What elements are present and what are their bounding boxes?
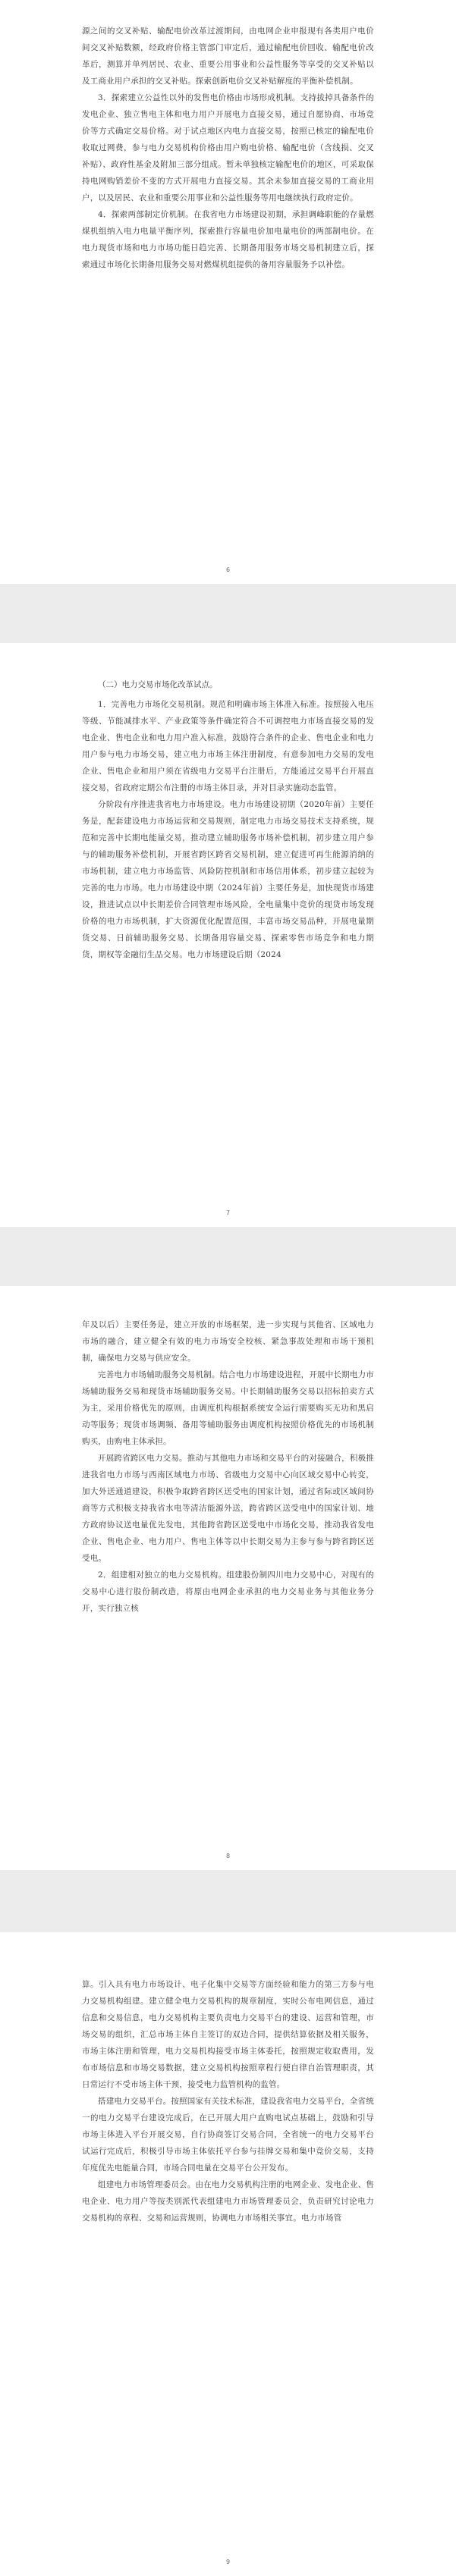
page-gap xyxy=(0,584,456,643)
page-number: 9 xyxy=(225,2559,231,2565)
paragraph: 开展跨省跨区电力交易。推动与其他电力市场和交易平台的对接融合，积极推进我省电力市场与西南区域电力市场、省级电力交易中心向区域交易中心转变，加大外送通道建设，积极争取跨省跨区送受电的国家计划，通过省际或区域间协商等方式积极支持我省水电等清洁能源外送，跨省跨区送受电中的国家计划、地方政府协议送电量优先发电，其他跨省跨区送受电中市场化交易，推动我省发电企业、售电企业、电力用户、售电主体等以中长期交易为主参与参与跨省跨区送受电。 xyxy=(82,1454,374,1563)
page-content xyxy=(82,643,374,963)
paragraph: 组建电力市场管理委员会。由在电力交易机构注册的电网企业、发电企业、售电企业、电力用户等按类别派代表组建电力市场管理委员会，负责研究讨论电力交易机构的章程、交易和运营规则，协调电力市场相关事宜。电力市场管 xyxy=(82,2180,374,2223)
page-number: 8 xyxy=(225,1853,231,1859)
paragraph: 1．完善电力市场化交易机制。规范和明确市场主体准入标准。按照接入电压等级、节能减排水平、产业政策等条件确定符合不可调控电力市场直接交易的发电企业、售电企业和电力用户准入标准，鼓励符合条件的企业、售电企业和电力用户参与电力市场交易，建立电力市场主体注册制度，有意参加电力交易的发电企业、售电企业和用户须在省级电力交易平台注册后，方能通过交易平台开展直接交易，省政府定期公布注册的市场主体目录，并对目录实施动态监管。 xyxy=(82,700,374,792)
document-page-4 xyxy=(0,1932,456,2576)
paragraph: 算。引入具有电力市场设计、电子化集中交易等方面经验和能力的第三方参与电力交易机构组建。建立健全电力交易机构的规章制度，实时公布电网信息，通过信息和交易信息，电力交易机构主要负责电力交易平台的建设、运营和管理，市场交易的组织，汇总市场主体自主签订的双边合同，提供结算依据及相关服务，市场主体注册和管理，电力交易机构接受市场主体委托，按照规定收取费用，发布市场信息和市场交易数据，建立交易机构按照章程行使自律自治管理职责，其日常运行不受市场主体干预，接受电力监管机构的监管。 xyxy=(82,1980,374,2089)
paragraph: 源之间的交叉补贴、输配电价改革过渡期间，由电网企业申报现有各类用户电价间交叉补贴数额，经政府价格主管部门审定后，通过输配电价回收、输配电价改革后，测算并单列居民、农业、重要公用事业和公益性服务等享受的交叉补贴以及工商业用户承担的交叉补贴。探索创新电价交叉补贴解度的平衡补偿机制。 xyxy=(82,27,374,86)
page-content xyxy=(82,1932,374,2226)
section-heading: （二）电力交易市场化改革试点。 xyxy=(98,680,218,689)
paragraph: 年及以后）主要任务是，建立开放的市场框架，进一步实现与其他省、区域电力市场的融合，建立健全有效的电力市场安全校核、紧急事故处理和市场干预机制，确保电力交易与供应安全。 xyxy=(82,1320,374,1363)
page-number: 6 xyxy=(225,566,231,573)
paragraph: 搭建电力交易平台。按照国家有关技术标准，建设我省电力交易平台，全省统一的电力交易平台建设完成后，在已开展大用户直购电试点基础上，鼓励和引导市场主体进入平台开展交易，自行协商签订交易合同，全省统一的电力交易平台试运行完成后，积极引导市场主体依托平台参与挂牌交易和集中竞价交易，支持年度优先电能量合同，市场合同电量在交易平台公开发布。 xyxy=(82,2097,374,2173)
paragraph: 完善电力市场辅助服务交易机制。结合电力市场建设进程，开展中长期电力市场辅助服务交易和现货市场辅助服务交易。中长期辅助服务交易以招标拍卖方式为主，采用价格优先的原则，由调度机构根据系统安全运行需要购买无功和黑启动等服务；现货市场调频、备用等辅助服务由调度机构按照价格优先的市场机制购买，由购电主体承担。 xyxy=(82,1370,374,1446)
document-page-3 xyxy=(0,1286,456,1870)
paragraph: 2．组建相对独立的电力交易机构。组建股份制四川电力交易中心，对现有的交易中心进行股份制改造，将原由电网企业承担的电力交易业务与其他业务分开，实行独立核 xyxy=(82,1570,374,1613)
page-content xyxy=(82,0,374,273)
document-page-2 xyxy=(0,643,456,1227)
page-number: 7 xyxy=(225,1210,231,1216)
page-content xyxy=(82,1286,374,1617)
document-page-1 xyxy=(0,0,456,584)
paragraph: 分阶段有序推进我省电力市场建设。电力市场建设初期（2020年前）主要任务是，配套建设电力市场运营和交易规则，制定电力市场交易技术支持系统，规范和完善中长期电能量交易，推动建立辅助服务市场补偿机制，初步建立用户参与的辅助服务补偿机制，开展省跨区跨省交易机制，建立促进可再生能源消纳的市场机制，建立电力市场监管、风险防控机制和市场信用体系，初步建立起较为完善的电力市场。电力市场建设中期（2024年前）主要任务是，加快现货市场建设，推进试点以中长期差价合同管理市场风险，全电量集中竞价的现货市场发现价格的电力市场机制，扩大资源优化配置范围，丰富市场交易品种，开展电量期货交易、日前辅助服务交易、长期备用容量交易、探索零售市场竞争和电力期货，期权等金融衍生品交易。电力市场建设后期（2024 xyxy=(82,800,374,959)
page-gap xyxy=(0,1227,456,1286)
page-gap xyxy=(0,1870,456,1932)
paragraph: 4．探索两部制定价机制。在我省电力市场建设初期，承担调峰职能的存量燃煤机组纳入电力电量平衡序列，探索推行容量电价加电量电价的两部制电价。在电力现货市场和电力市场功能日趋完善、长期备用服务市场交易机制建立后，探索通过市场化长期备用服务交易对燃煤机组提供的备用容量服务予以补偿。 xyxy=(82,210,374,269)
paragraph: 3．探索建立公益性以外的发售电价格由市场形成机制。支持拔掉具备条件的发电企业、独立售电主体和电力用户开展电力直接交易，通过自愿协商、市场竞价等方式确定交易价格。对于试点地区内电力直接交易，按照已核定的输配电价收取过网费，参与电力交易机构价格由用户购电价格、输配电价（含线损、交叉补贴）、政府性基金及附加三部分组成。暂未单独核定输配电价的地区，可采取保持电网购销差价不变的方式开展电力直接交易。其余未参加直接交易的工商业用户，以及居民、农业和重要公用事业和公益性服务等用电继续执行政府定价。 xyxy=(82,93,374,202)
